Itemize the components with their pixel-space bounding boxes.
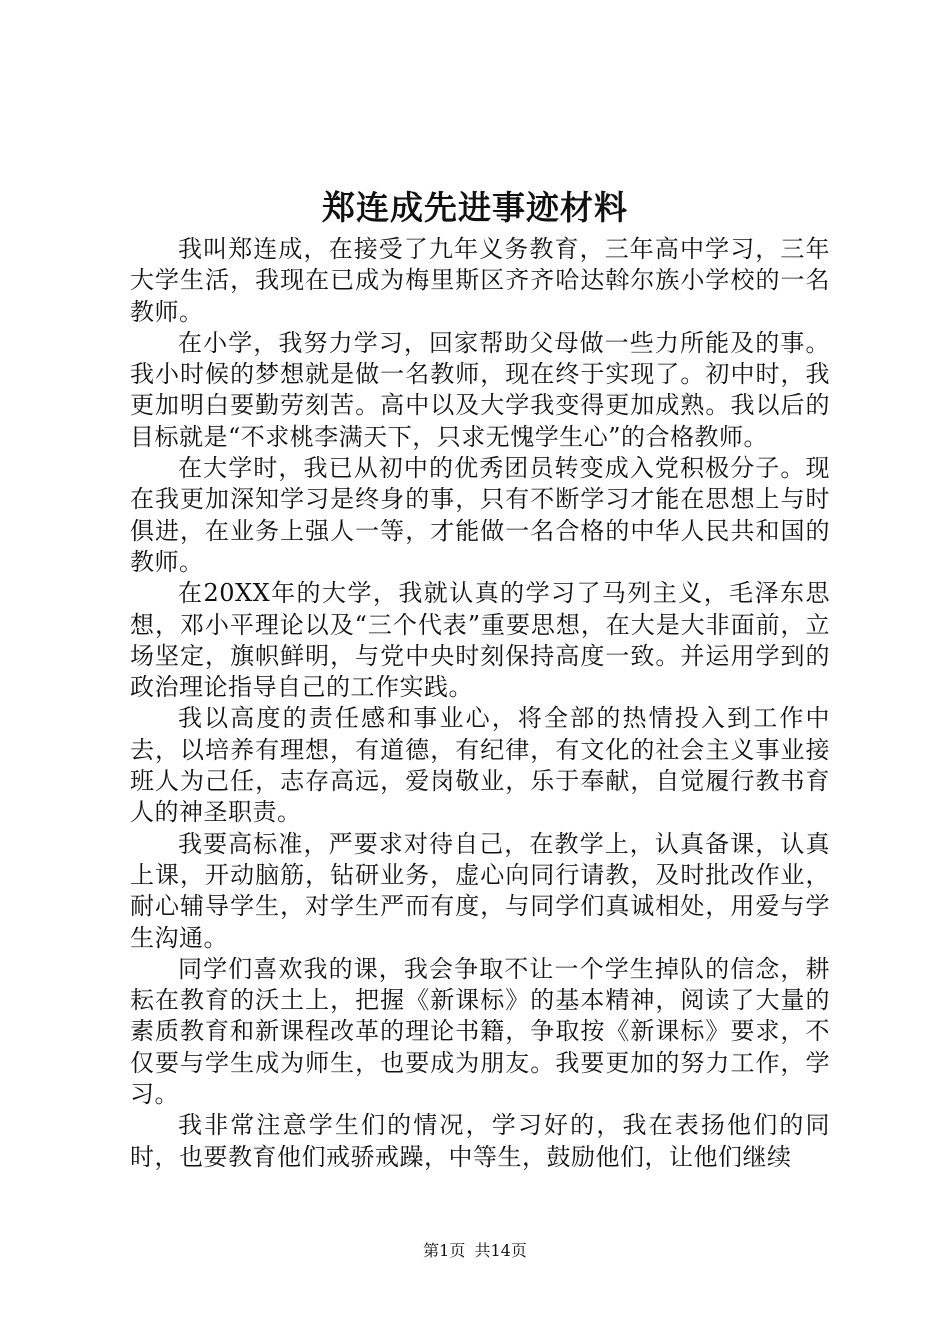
page-total: 共14页 (474, 1241, 527, 1260)
document-body (130, 234, 830, 1173)
paragraph: 同学们喜欢我的课，我会争取不让一个学生掉队的信念，耕耘在教育的沃土上，把握《新课标》的基本精神，阅读了大量的素质教育和新课程改革的理论书籍，争取按《新课标》要求，不仅要与学生成为师生，也要成为朋友。我要更加的努力工作，学习。 (130, 954, 830, 1109)
paragraph: 在大学时，我已从初中的优秀团员转变成入党积极分子。现在我更加深知学习是终身的事，只有不断学习才能在思想上与时俱进，在业务上强人一等，才能做一名合格的中华人民共和国的教师。 (130, 454, 830, 576)
paragraph: 我叫郑连成，在接受了九年义务教育，三年高中学习，三年大学生活，我现在已成为梅里斯区齐齐哈达斡尔族小学校的一名教师。 (130, 235, 830, 326)
paragraph: 在小学，我努力学习，回家帮助父母做一些力所能及的事。我小时候的梦想就是做一名教师，现在终于实现了。初中时，我更加明白要勤劳刻苦。高中以及大学我变得更加成熟。我以后的目标就是“不求桃李满天下，只求无愧学生心”的合格教师。 (130, 328, 830, 451)
paragraph: 我要高标准，严要求对待自己，在教学上，认真备课，认真上课，开动脑筋，钻研业务，虚心向同行请教，及时批改作业，耐心辅导学生，对学生严而有度，与同学们真诚相处，用爱与学生沟通。 (130, 829, 830, 952)
page-footer (0, 1240, 950, 1262)
paragraph: 我以高度的责任感和事业心，将全部的热情投入到工作中去，以培养有理想，有道德，有纪律，有文化的社会主义事业接班人为己任，志存高远，爱岗敬业，乐于奉献，自觉履行教书育人的神圣职责。 (130, 704, 830, 827)
paragraph: 在20XX年的大学，我就认真的学习了马列主义，毛泽东思想，邓小平理论以及“三个代表”重要思想，在大是大非面前，立场坚定，旗帜鲜明，与党中央时刻保持高度一致。并运用学到的政治理论指导自己的工作实践。 (130, 579, 830, 702)
paragraph: 我非常注意学生们的情况，学习好的，我在表扬他们的同时，也要教育他们戒骄戒躁，中等生，鼓励他们，让他们继续 (130, 1111, 830, 1171)
page-number: 第1页 (423, 1241, 466, 1260)
document-title: 郑连成先进事迹材料 (322, 188, 628, 227)
